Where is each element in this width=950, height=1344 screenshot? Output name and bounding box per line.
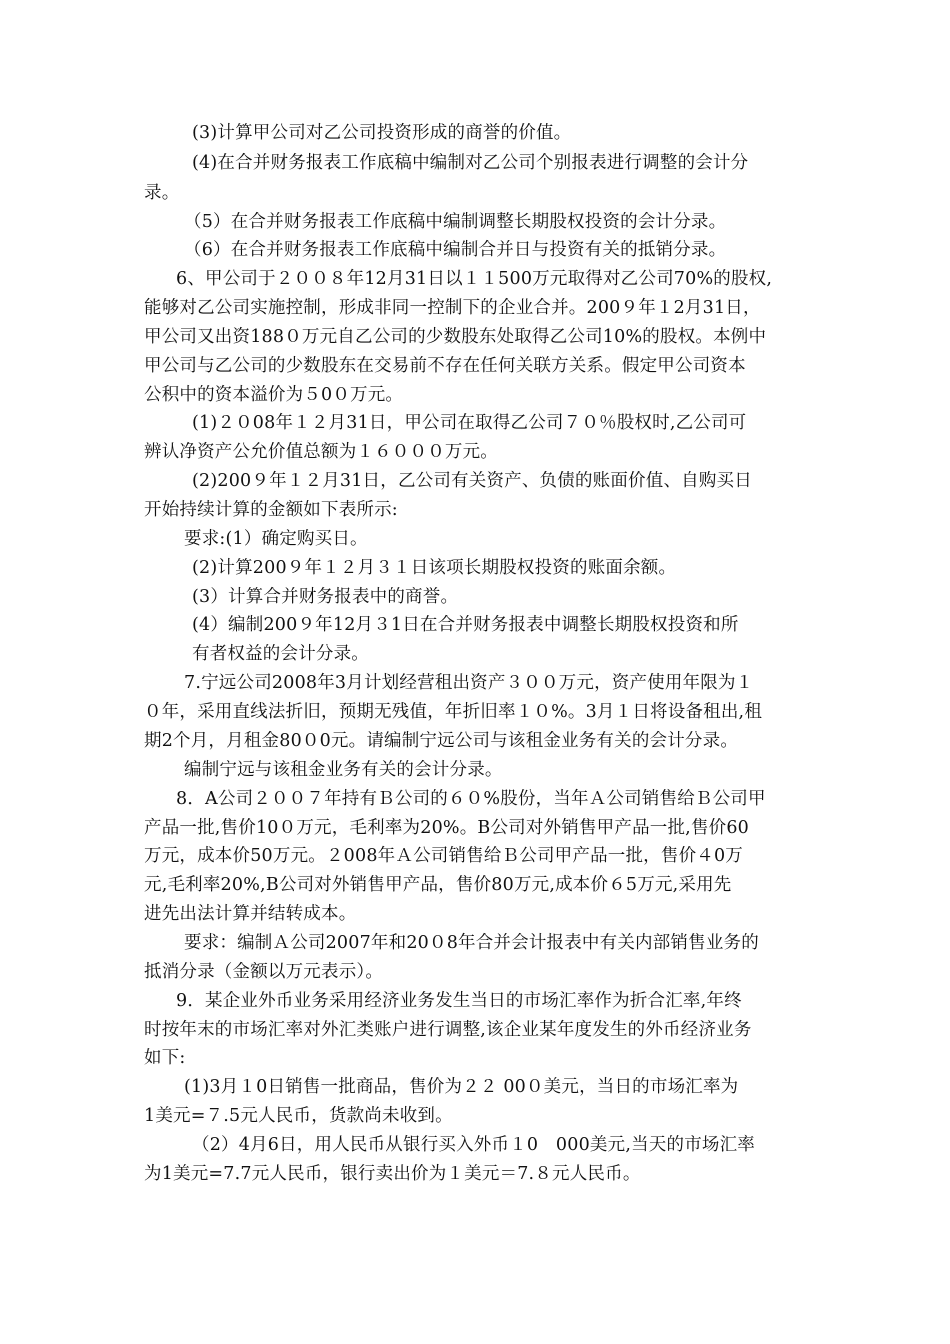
text-line: (4)在合并财务报表工作底稿中编制对乙公司个别报表进行调整的会计分 bbox=[192, 153, 749, 173]
text-line: (3)计算甲公司对乙公司投资形成的商誉的价值。 bbox=[192, 123, 572, 143]
text-line: 公积中的资本溢价为５0０万元。 bbox=[144, 385, 404, 405]
text-line: 要求：编制Ａ公司2007年和20０8年合并会计报表中有关内部销售业务的 bbox=[184, 933, 759, 953]
text-line: 8．A公司２００７年持有Ｂ公司的６０%股份，当年Ａ公司销售给Ｂ公司甲 bbox=[176, 789, 766, 809]
text-line: 有者权益的会计分录。 bbox=[192, 644, 369, 664]
text-line: （2）4月6日，用人民币从银行买入外币１0 000美元,当天的市场汇率 bbox=[192, 1135, 755, 1155]
text-line: (3）计算合并财务报表中的商誉。 bbox=[192, 587, 459, 607]
text-line: （5）在合并财务报表工作底稿中编制调整长期股权投资的会计分录。 bbox=[184, 212, 727, 232]
text-line: 进先出法计算并结转成本。 bbox=[144, 904, 357, 924]
text-line: 时按年末的市场汇率对外汇类账户进行调整,该企业某年度发生的外币经济业务 bbox=[144, 1020, 752, 1040]
text-line: 要求:(1）确定购买日。 bbox=[184, 529, 368, 549]
text-line: 元,毛利率20%,B公司对外销售甲产品，售价80万元,成本价６5万元,采用先 bbox=[144, 875, 732, 895]
text-line: 万元，成本价50万元。２008年Ａ公司销售给Ｂ公司甲产品一批，售价４0万 bbox=[144, 846, 744, 866]
text-line: 7.宁远公司2008年3月计划经营租出资产３００万元，资产使用年限为１ bbox=[184, 673, 754, 693]
text-line: (2)计算200９年１２月３１日该项长期股权投资的账面余额。 bbox=[192, 558, 677, 578]
text-line: 9．某企业外币业务采用经济业务发生当日的市场汇率作为折合汇率,年终 bbox=[176, 991, 742, 1011]
text-line: (1)２０08年１２月31日，甲公司在取得乙公司７０％股权时,乙公司可 bbox=[192, 413, 747, 433]
text-line: 辨认净资产公允价值总额为１６０００万元。 bbox=[144, 442, 498, 462]
text-line: (1)3月１0日销售一批商品，售价为２２ 00０美元，当日的市场汇率为 bbox=[184, 1077, 739, 1097]
text-line: (4）编制200９年12月３1日在合并财务报表中调整长期股权投资和所 bbox=[192, 615, 739, 635]
text-line: 1美元=７.5元人民币，货款尚未收到。 bbox=[144, 1106, 453, 1126]
text-line: 期2个月，月租金80０0元。请编制宁远公司与该租金业务有关的会计分录。 bbox=[144, 731, 739, 751]
text-line: 为1美元=7.7元人民币，银行卖出价为１美元＝7.８元人民币。 bbox=[144, 1164, 641, 1184]
text-line: 抵消分录（金额以万元表示）。 bbox=[144, 962, 384, 982]
text-line: 甲公司与乙公司的少数股东在交易前不存在任何关联方关系。假定甲公司资本 bbox=[144, 356, 746, 376]
text-line: 如下: bbox=[144, 1048, 186, 1068]
text-line: ０年，采用直线法折旧，预期无残值，年折旧率１０%。3月１日将设备租出,租 bbox=[144, 702, 763, 722]
text-line: 能够对乙公司实施控制，形成非同一控制下的企业合并。200９年１2月31日， bbox=[144, 298, 761, 318]
text-line: 6、甲公司于２００８年12月31日以１１500万元取得对乙公司70%的股权, bbox=[176, 269, 773, 289]
text-line: 甲公司又出资188０万元自乙公司的少数股东处取得乙公司10%的股权。本例中 bbox=[144, 327, 767, 347]
text-line: 录。 bbox=[144, 183, 180, 203]
text-line: 开始持续计算的金额如下表所示: bbox=[144, 500, 398, 520]
text-line: 产品一批,售价10０万元，毛利率为20%。B公司对外销售甲产品一批,售价60 bbox=[144, 818, 750, 838]
text-line: （6）在合并财务报表工作底稿中编制合并日与投资有关的抵销分录。 bbox=[184, 240, 727, 260]
text-line: 编制宁远与该租金业务有关的会计分录。 bbox=[184, 760, 503, 780]
text-line: (2)200９年１２月31日，乙公司有关资产、负债的账面价值、自购买日 bbox=[192, 471, 752, 491]
